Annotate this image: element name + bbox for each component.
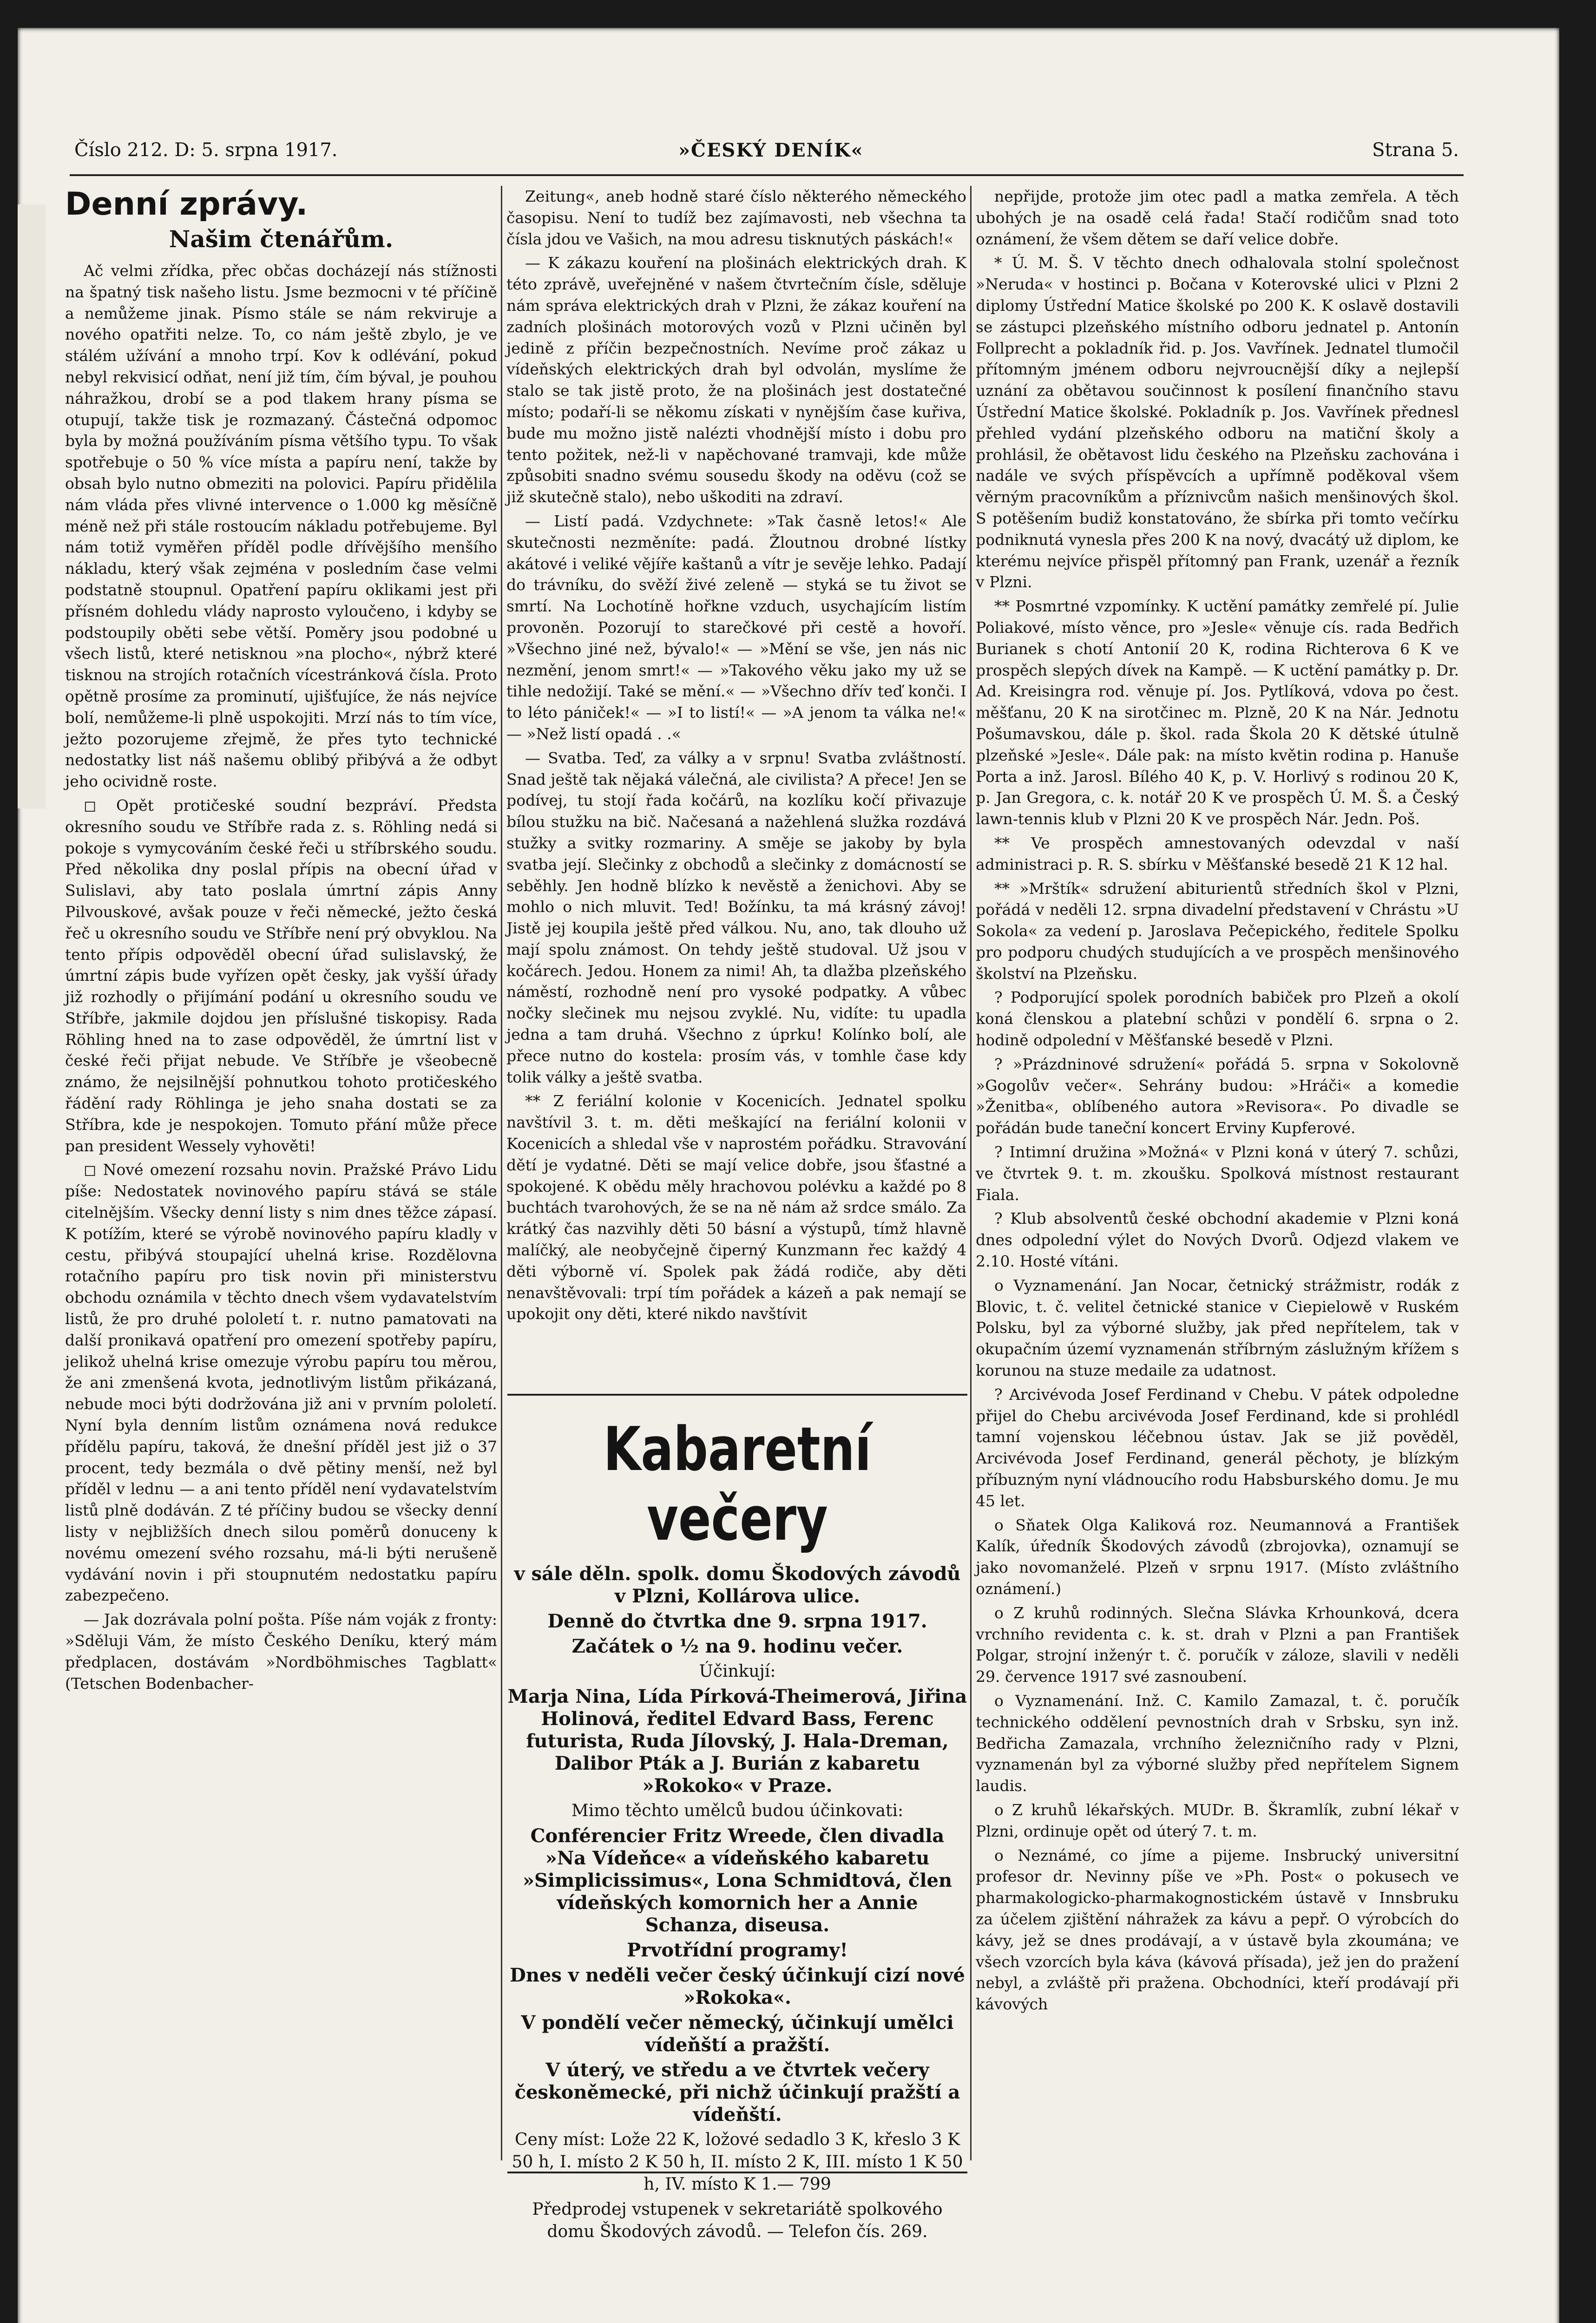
ad-monday: V pondělí večer německý, účinkují umělci vídeňští a pražští.	[521, 2012, 954, 2056]
article-paragraph: — Listí padá. Vzdychnete: »Tak časně letos!« Ale skutečnosti nezměníte: padá. Žloutnou drobné lístky akátové i veliké vějíře kaštanů a vítr je sevěje lehko. Padají do trávníku, do svěží živé zeleně — styká se tu život se smrtí. Na Lochotíně hořkne vzduch, usychajícím listím provoněn. Pozorují to starečkové při cestě a hovoří. »Všechno jiné než, bývalo!« — »Mění se vše, jen nás nic nezmění, jenom smrt!« — »Takového věku jako my už se tihle nedožijí. Také se mění.« — »Všechno dřív teď konči. I to léto pániček!« — »I to listí!« — »A jenom ta válka ne!« — »Než listí opadá . .«	[506, 512, 966, 743]
ad-guests-label: Mimo těchto umělců budou účinkovati:	[571, 1801, 904, 1820]
article-subtitle: Našim čtenářům.	[169, 225, 394, 253]
ad-guests: Conférencier Fritz Wreede, člen divadla »Na Vídeňce« a vídeňského kabaretu »Simplicissimus«, Lona Schmidtová, člen vídeňských komornich her a Annie Schanza, diseusa.	[522, 1825, 952, 1936]
article-paragraph: ? Arcivévoda Josef Ferdinand v Chebu. V pátek odpoledne přijel do Chebu arcivévoda Josef Ferdinand, kde si prohlédl tamní vojenskou léčebnou ústav. Jak se již pověděl, Arcivévoda Josef Ferdinand, generál pěchoty, je blízkým příbuzným nyní vládnoucího rodu Habsburského domu. Je mu 45 let.	[976, 1385, 1459, 1510]
article-paragraph: — Svatba. Teď, za války a v srpnu! Svatba zvláštností. Snad ještě tak nějaká válečná, ale civilista? A přece! Jen se podívej, tu stojí řada kočárů, na kozlíku kočí přivazuje bílou stužku na bič. Načesaná a nažehlená služka rozdává stužky a svitky rozmariny. A směje se jakoby by byla svatba její. Slečinky z obchodů a slečinky z domácností se seběhly. Jen hodně blízko k nevěstě a ženichovi. Aby se mohlo o nich mluvit. Ted! Božínku, ta má krásný závoj! Jistě jej koupila ještě před válkou. Nu, ano, tak dlouho už mají spolu známost. On tehdy ještě studoval. Už jsou v kočárech. Jedou. Honem za nimi! Ah, ta dlažba plzeňského náměstí, rozhodně není pro vysoké podpatky. A vůbec nočky slečinek mu nejsou zvyklé. Nu, vidíte: tu upadla jedna a tam druhá. Všechno z úprku! Kolínko bolí, ale přece nutno do kostela: prosím vás, v tomhle čase kdy tolik války a ještě svatba.	[506, 748, 966, 1086]
article-paragraph: nepřijde, protože jim otec padl a matka zemřela. A těch ubohých je na osadě celá řada! Stačí rodičům snad toto oznámení, že všem dětem se daří velice dobře.	[976, 187, 1459, 248]
ad-presale: Předprodej vstupenek v sekretariátě spolkového domu Škodových závodů. — Telefon čís. 269.	[532, 2200, 943, 2241]
article-paragraph: ◻ Nové omezení rozsahu novin. Pražské Právo Lidu píše: Nedostatek novinového papíru stává se stále citelnějším. Všecky denní listy s nim dnes těžce zápasí. K potížím, které se výrobě novinového papíru kladly v cestu, přibývá stoupající uhelná krise. Rozdělovna rotačního papíru pro tisk novin při ministerstvu obchodu oznámila v těchto dnech všem vydavatelstvím listů, že pro druhé pololetí t. r. nutno pamatovati na další pronikavá opatření pro omezení spotřeby papíru, jelikož uhelná krise omezuje výrobu papíru tou měrou, že ani zmenšená kvota, jednotlivým listům přikázaná, nebude moci býti dodržována již ani v prvním pololetí. Nyní byla denním listům oznámena nová redukce přídělu papíru, taková, že dnešní příděl jest již o 37 procent, tedy bezmála o dvě pětiny menší, než byl příděl v lednu — a ani tento příděl není vydavatelstvím listů plně dodáván. Z té příčiny budou se všecky denní listy v nejbližších dnech silou poměrů donuceny k novému omezení svého rozsahu, má-li býti nerušeně vydávání novin i při stoupnutém nedostatku papíru zabezpečeno.	[65, 1161, 497, 1605]
article-paragraph: o Neznámé, co jíme a pijeme. Insbrucký universitní profesor dr. Nevinny píše ve »Ph. Post« o pokusech ve pharmakologicko-pharmakognostickém ústavě v Innsbruku za účelem zjištění náhražek za kávu a pepř. O výrobcích do kávy, jež se dnes prodávají, a v ústavě byla zkoumána; ve všech vzorcích byla káva (kávová přísada), jež jen do pražení nebyl, a zvláště při pražena. Obchodníci, kteří prodávají při kávových	[976, 1846, 1459, 2014]
article-paragraph: ◻ Opět protičeské soudní bezpráví. Předsta okresního soudu ve Stříbře rada z. s. Röhling nedá si pokoje s vymycováním české řeči u stříbrského soudu. Před několika dny poslal přípis na obecní úřad v Sulislavi, aby tato poslala úmrtní zápis Anny Pilvouskové, avšak pouze v řeči německé, ježto česká řeč u okresního soudu ve Stříbře není prý obvyklou. Na tento přípis odpověděl obecní úřad sulislavský, že úmrtní zápis bude vyřízen opět česky, jak vyšší úřady již rozhodly o přijímání podání u okresního soudu ve Stříbře, jakmile dojdou jen příslušné tiskopisy. Rada Röhling hned na to zase odpověděl, že úmrtní list v české řeči přijat nebude. Ve Stříbře je všeobecně známo, že nejsilnější pohnutkou tohoto protičeského řádění rady Röhlinga je jeho snaha dostati se za Stříbra, kde je nespokojen. Tomuto přání může přece pan president Wessely vyhověti!	[65, 796, 497, 1155]
article-paragraph: * Ú. M. Š. V těchto dnech odhalovala stolní společnost »Neruda« v hostinci p. Bočana v Koterovské ulici v Plzni 2 diplomy Ústřední Matice školské po 200 K. K oslavě dostavili se zástupci plzeňského místního odboru jednatel p. Antonín Follprecht a pokladník řid. p. Jos. Vavřínek. Jednatel tlumočil přítomným jménem odboru nejvroucnější díky a nejlepší uznání za obětavou součinnost k posílení finančního stavu Ústřední Matice školské. Pokladník p. Jos. Vavřínek přednesl přehled vydání plzeňského odboru na matiční školy a prohlásil, že obětavost lidu českého na Plzeňsku zachována i nadále ve svých příspěvcích a upřímně poděkoval všem věrným pracovníkům a příznivcům našich menšinových škol. S potěšením budiž konstatováno, že sbírka při tomto večírku podniknutá vynesla přes 200 K na nový, dvacátý už diplom, ke kterému nejvíce přispěl přítomný pan Frank, uzenář a řezník v Plzni.	[976, 254, 1459, 591]
ad-performers: Marja Nina, Lída Pírková-Theimerová, Jiřina Holinová, ředitel Edvard Bass, Ferenc futurista, Ruda Jílovský, J. Hala-Dreman, Dalibor Pták a J. Burián z kabaretu »Rokoko« v Praze.	[507, 1686, 967, 1797]
masthead	[74, 139, 1459, 172]
article-paragraph: o Sňatek Olga Kaliková roz. Neumannová a František Kalík, úředník Škodových závodů (zbrojovka), oznamují se jako novomanželé. Plzeň v srpnu 1917. (Místo zvláštního oznámení.)	[976, 1516, 1459, 1598]
newspaper-title: »ČESKÝ DENÍK«	[678, 139, 864, 161]
ad-performers-label: Účinkují:	[699, 1662, 776, 1681]
page-number: Strana 5.	[1372, 139, 1459, 161]
article-paragraph: ** Ve prospěch amnestovaných odevzdal v naší administraci p. R. S. sbírku v Měšťanské besedě 21 K 12 hal.	[976, 833, 1459, 873]
article-paragraph: ? Podporující spolek porodních babiček pro Plzeň a okolí koná členskou a platební schůzi v pondělí 6. srpna o 2. hodině odpolední v Měšťanské besedě v Plzni.	[976, 988, 1459, 1050]
section-title: Denní zprávy.	[65, 186, 308, 223]
article-paragraph: — Jak dozrávala polní pošta. Píše nám voják z fronty: »Sděluji Vám, že místo Českého Deníku, který mám předplacen, dostávám »Nordböhmisches Tagblatt« (Tetschen Bodenbacher-	[65, 1610, 497, 1693]
ad-programs: Prvotřídní programy!	[627, 1939, 848, 1961]
article-paragraph: ? »Prázdninové sdružení« pořádá 5. srpna v Sokolovně »Gogolův večer«. Sehrány budou: »Hráči« a komedie »Ženitba«, oblíbeného autora »Revisora«. Po divadle se pořádán bude taneční koncert Erviny Kupferové.	[976, 1055, 1459, 1137]
article-paragraph: — K zákazu kouření na plošinách elektrických drah. K této zprávě, uveřejněné v našem čtvrtečním čísle, sděluje nám správa elektrických drah v Plzni, že zákaz kouření na zadních plošinách motorových vozů v Plzni učiněn byl jedině z příčin bezpečnostních. Nevíme proč zákaz u vídeňských elektrických drah byl odvolán, myslíme že stalo se tak jistě proto, že na plošinách jest dostatečné místo; podaří-li se někomu získati v nynějším čase kuřiva, bude mu možno jistě nalézti vhodnější místo i dobu pro tento požitek, než-li v napěchované tramvaji, kde může způsobiti snadno svému sousedu škody na oděvu (což se již skutečně stalo), nebo uškoditi na zdraví.	[506, 254, 966, 506]
masthead-rule	[70, 174, 1464, 176]
ad-title: Kabaretní večery	[603, 1414, 872, 1554]
ad-weekdays: V úterý, ve středu a ve čtvrtek večery českoněmecké, při nichž účinkují pražští a vídeňští.	[514, 2059, 960, 2126]
ad-start-time: Začátek o ½ na 9. hodinu večer.	[571, 1635, 903, 1657]
column-rule	[501, 186, 502, 2160]
article-paragraph: o Z kruhů lékařských. MUDr. B. Škramlík, zubní lékař v Plzni, ordinuje opět od úterý 7. t. m.	[976, 1800, 1459, 1840]
article-paragraph: Ač velmi zřídka, přec občas docházejí nás stížnosti na špatný tisk našeho listu. Jsme bezmocni v té příčině a nemůžeme jinak. Písmo stále se nám rekviruje a nového opatřiti nelze. To, co nám ještě zbylo, je ve stálém užívání a mnoho trpí. Kov k odlévání, pokud nebyl rekvisicí odňat, není již tím, čím býval, je pouhou náhražkou, drobí se a pod tlakem hrany písma se otupují, takže tisk je rozmazaný. Částečná odpomoc byla by možná používáním písma většího typu. To však spotřebuje o 50 % více místa a papíru není, takže by obsah bylo nutno obmeziti na polovici. Papíru přidělila nám vláda přes vlivné intervence o 1.000 kg měsíčně méně než při stále rostoucím nákladu potřebujeme. Byl nám totiž vyměřen příděl podle dřívějšího menšího nákladu, který však zejména v posledním čase velmi podstatně stoupnul. Opatření papíru oklikami jest při přísném dohledu vlády naprosto vyloučeno, i kdyby se podstoupily oběti sebe větší. Poměry jsou podobné u všech listů, které netisknou »na plocho«, nýbrž které tisknou na strojích rotačních vícestránková čísla. Proto opětně prosíme za prominutí, ujišťujíce, že nás nejvíce bolí, nemůžeme-li plně uspokojiti. Mrzí nás to tím více, ježto pozorujeme zřejmě, že přes tyto technické nedostatky list náš našemu oblibý přibývá a že odbyt jeho ocividně roste.	[65, 262, 497, 791]
ad-venue: v sále děln. spolk. domu Škodových závodů v Plzni, Kollárova ulice.	[514, 1563, 961, 1607]
ad-dates: Denně do čtvrtka dne 9. srpna 1917.	[547, 1610, 927, 1632]
article-paragraph: o Vyznamenání. Inž. C. Kamilo Zamazal, t. č. poručík technického oddělení pevnostních drah v Srbsku, syn inž. Bedřicha Zamazala, vrchního železničního rady v Plzni, vyznamenán byl za výborné služby před nepřítelem Signem laudis.	[976, 1691, 1459, 1795]
article-paragraph: Zeitung«, aneb hodně staré číslo některého německého časopisu. Není to tudíž bez zajímavosti, neb všechna ta čísla jdou ve Vašich, na mou adresu tisknutých páskách!«	[506, 187, 966, 248]
article-paragraph: ** Z feriální kolonie v Kocenicích. Jednatel spolku navštívil 3. t. m. děti meškající na feriální kolonii v Kocenicích a shledal vše v naprostém pořádku. Stravování dětí je vydatné. Děti se mají velice dobře, jsou šťastné a spokojené. K obědu měly hrachovou polévku a každé po 8 buchtách tvarohových, že se na ně nám až srdce smálo. Za krátký čas nazvihly děti 50 básní a výstupů, tímž hlavně malíčký, ale neobyčejně čiperný Kunzmann řec každý 4 děti výborně ví. Spolek pak žádá rodiče, aby děti nenavštěvovali: trpí tím pořádek a kázeň a pak nemají se upokojit ony děti, které nikdo navštívit	[506, 1092, 966, 1323]
article-paragraph: o Vyznamenání. Jan Nocar, četnický strážmistr, rodák z Blovic, t. č. velitel četnické stanice v Ciepielowě v Ruském Polsku, byl za výborné služby, jak před nepřítelem, tak v okupačním území vyznamenán stříbrným záslužným křížem s korunou na stuze medaile za udatnost.	[976, 1276, 1459, 1380]
issue-date: Číslo 212. D: 5. srpna 1917.	[74, 139, 338, 161]
ad-prices: Ceny míst: Lože 22 K, ložové sedadlo 3 K, křeslo 3 K 50 h, I. místo 2 K 50 h, II. místo 2 K, III. místo 1 K 50 h, IV. místo K 1.— 799	[512, 2130, 963, 2194]
column-3	[976, 186, 1459, 2018]
ad-sunday: Dnes v neděli večer český účinkují cizí nové »Rokoka«.	[510, 1964, 965, 2008]
cabaret-advertisement	[507, 1394, 967, 2241]
article-paragraph: o Z kruhů rodinných. Slečna Slávka Krhounková, dcera vrchního revidenta c. k. st. drah v Plzni a pan František Polgar, strojní inženýr t. č. poručík v záloze, slavili v neděli 29. července 1917 své zasnoubení.	[976, 1603, 1459, 1686]
column-rule	[970, 186, 972, 2160]
previous-page-edge	[18, 204, 46, 808]
column-1	[65, 186, 497, 1697]
article-paragraph: ? Klub absolventů české obchodní akademie v Plzni koná dnes odpolední výlet do Nových Dvorů. Odjezd vlakem ve 2.10. Hosté vítáni.	[976, 1209, 1459, 1271]
column-2	[506, 186, 966, 1327]
article-paragraph: ** Posmrtné vzpomínky. K uctění památky zemřelé pí. Julie Poliakové, místo věnce, pro »Jesle« věnuje cís. rada Bedřich Burianek s chotí Antonií 20 K, rodina Richterova 6 K ve prospěch slepých dívek na Kampě. — K uctění památky p. Dr. Ad. Kreisingra rod. věnuje pí. Jos. Pytlíková, vdova po čest. měšťanu, 20 K na sirotčinec m. Plzně, 20 K na Nár. Jednotu Pošumavskou, dále p. škol. rada Škola 20 K dětské útulně plzeňské »Jesle«. Dále pak: na místo květin rodina p. Hanuše Porta a inž. Jarosl. Bílého 40 K, p. V. Horlivý s rodinou 20 K, p. Jan Gregora, c. k. notář 20 K ve prospěch Ú. M. Š. a Český lawn-tennis klub v Plzni 20 K ve prospěch Nár. Jedn. Poš.	[976, 597, 1459, 828]
article-paragraph: ? Intimní družina »Možná« v Plzni koná v úterý 7. schůzi, ve čtvrtek 9. t. m. zkoušku. Spolková místnost restaurant Fiala.	[976, 1143, 1459, 1204]
article-paragraph: ** »Mrštík« sdružení abiturientů středních škol v Plzni, pořádá v neděli 12. srpna divadelní představení v Chrástu »U Sokola« za vedení p. Jaroslava Pečepického, ředitele Spolku pro podporu chudých studujících a ve prospěch menšinového školství na Plzeňsku.	[976, 879, 1459, 983]
